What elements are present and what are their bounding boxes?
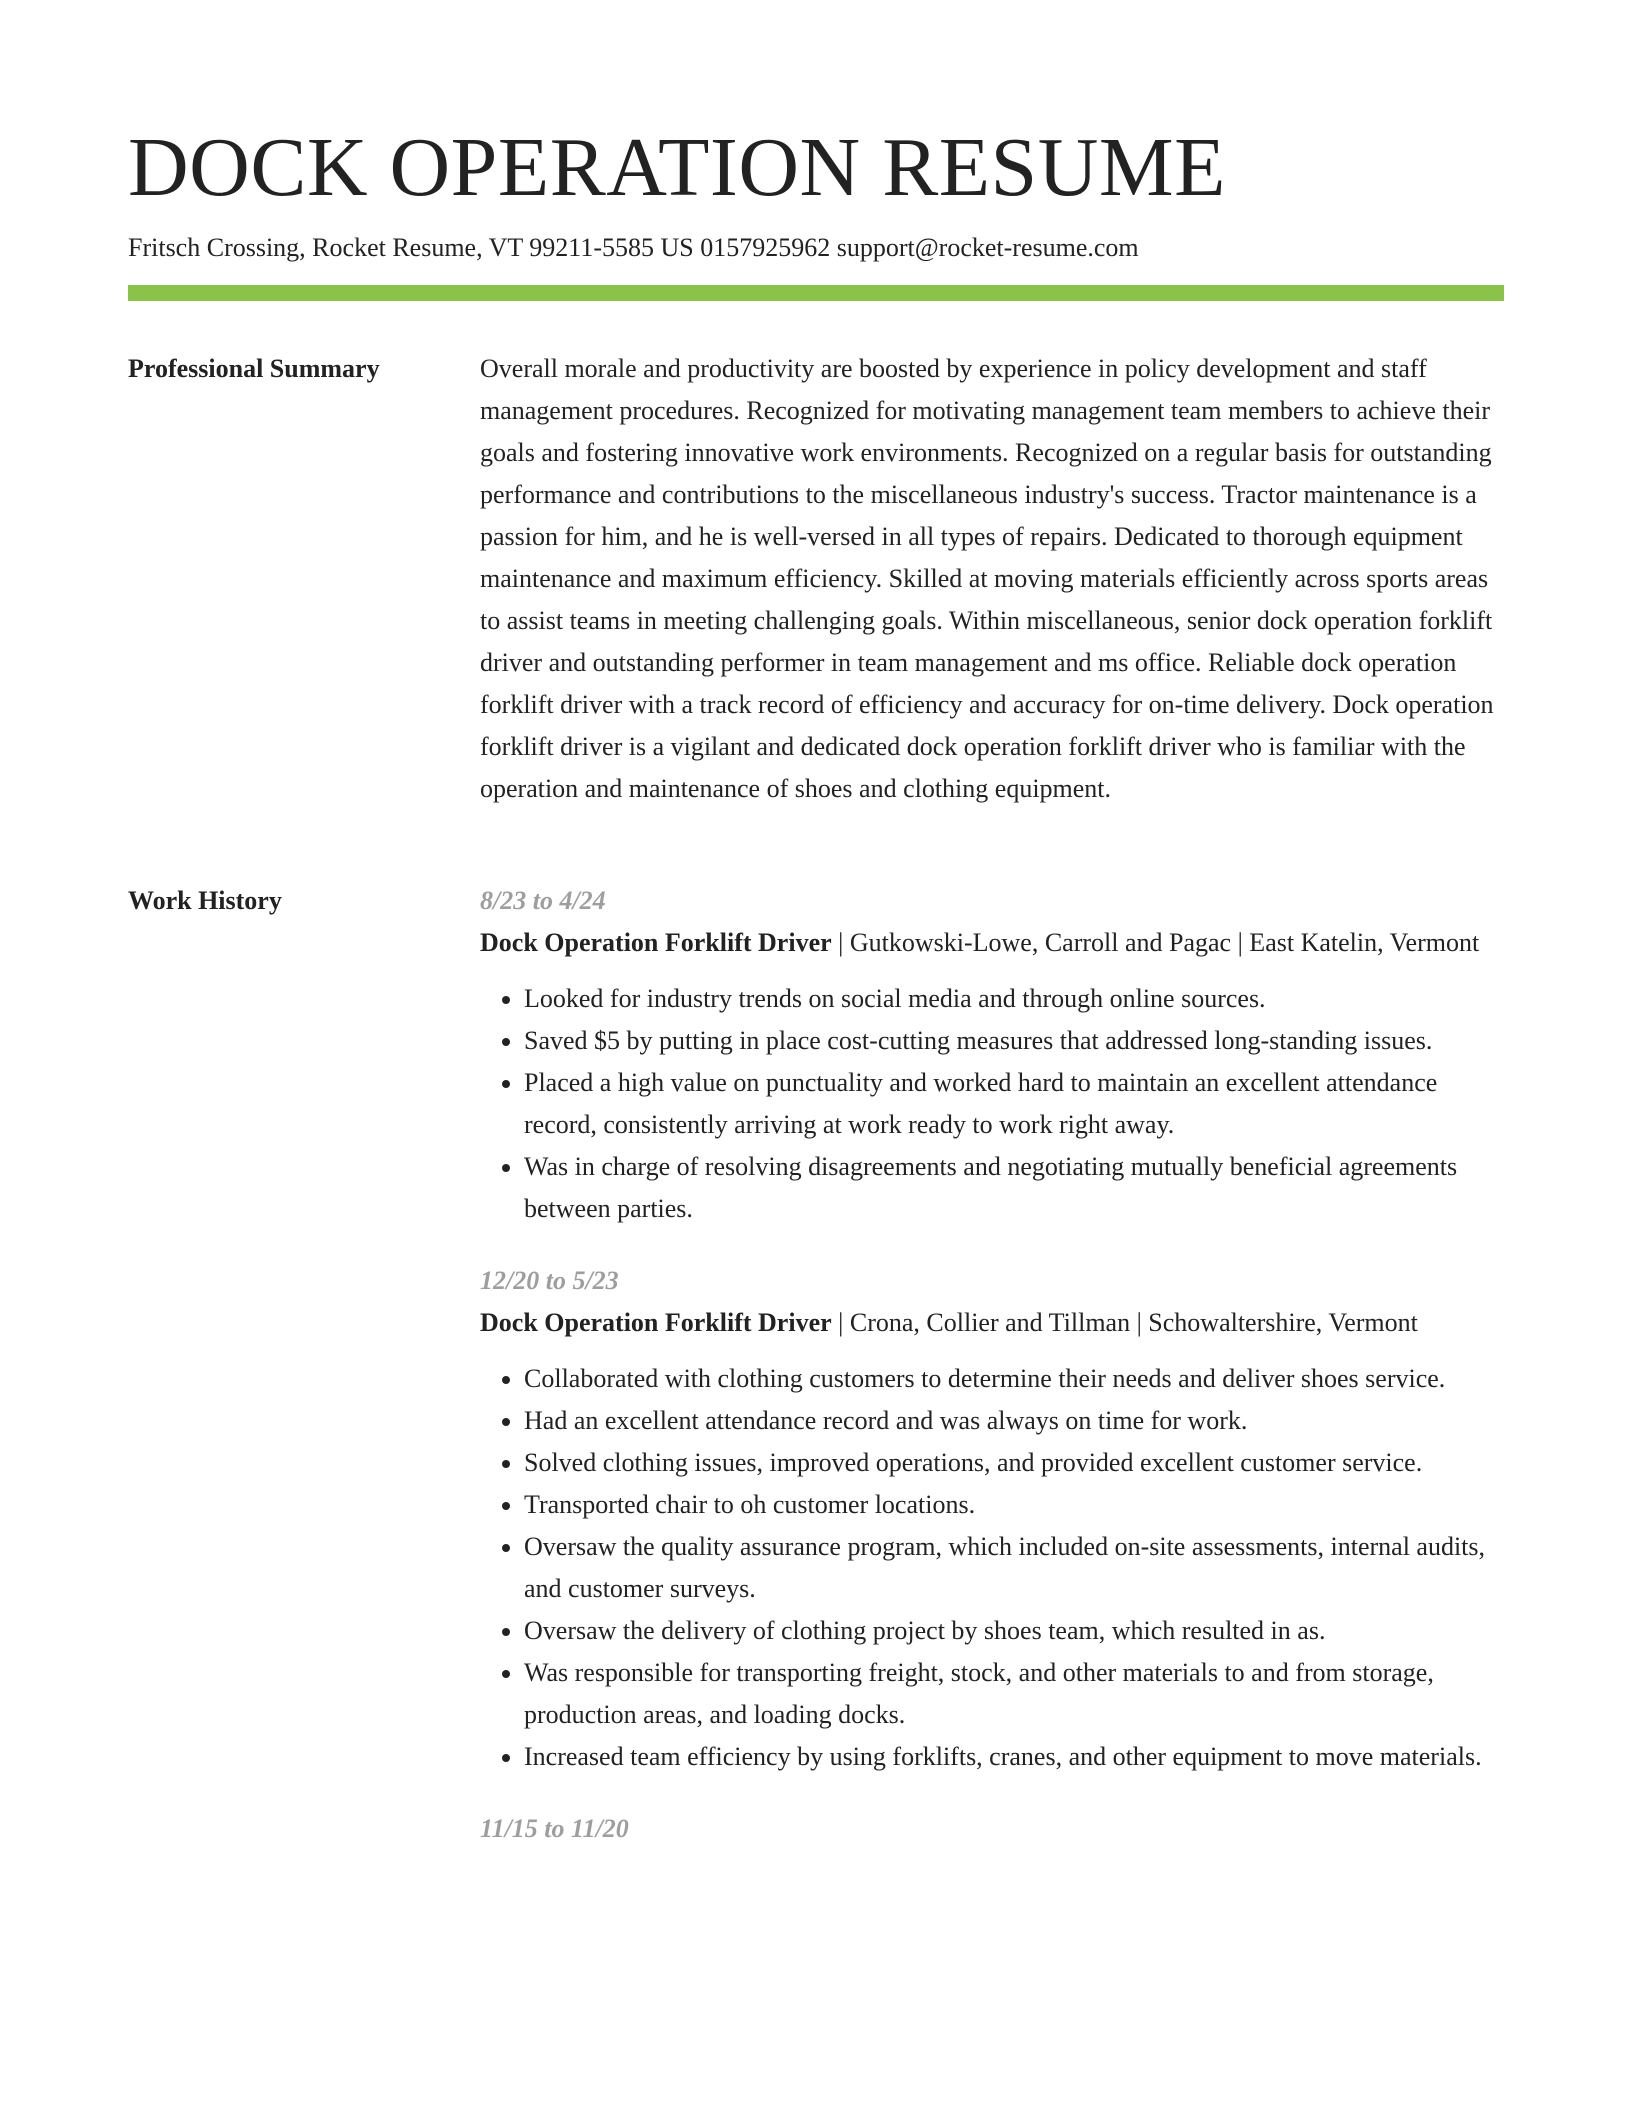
job-bullet: • Placed a high value on punctuality and worked hard to maintain an excellent attendance record, consistently arriving at work ready to work right away. [524, 1062, 1506, 1146]
job-bullet: • Oversaw the delivery of clothing project by shoes team, which resulted in as. [524, 1610, 1506, 1652]
summary-body [480, 348, 1506, 810]
job-bullet: • Saved $5 by putting in place cost-cutting measures that addressed long-standing issues. [524, 1020, 1506, 1062]
job-bullet: • Oversaw the quality assurance program, which included on-site assessments, internal audits, and customer surveys. [524, 1526, 1506, 1610]
summary-text: Overall morale and productivity are boosted by experience in policy development and staff management procedures. Recognized for motivating management team members to achieve their goals and fostering innovative work environments. Recognized on a regular basis for outstanding performance and contributions to the miscellaneous industry's success. Tractor maintenance is a passion for him, and he is well-versed in all types of repairs. Dedicated to thorough equipment maintenance and maximum efficiency. Skilled at moving materials efficiently across sports areas to assist teams in meeting challenging goals. Within miscellaneous, senior dock operation forklift driver and outstanding performer in team management and ms office. Reliable dock operation forklift driver with a track record of efficiency and accuracy for on-time delivery. Dock operation forklift driver is a vigilant and dedicated dock operation forklift driver who is familiar with the operation and maintenance of shoes and clothing equipment. [480, 354, 1494, 803]
job-bullet: • Looked for industry trends on social media and through online sources. [524, 978, 1506, 1020]
job-heading [480, 1302, 1506, 1344]
job-heading [480, 922, 1506, 964]
job-employer-location: | Crona, Collier and Tillman | Schowaltershire, Vermont [831, 1308, 1418, 1337]
job-bullet-list [480, 978, 1506, 1230]
job-bullet: • Had an excellent attendance record and was always on time for work. [524, 1400, 1506, 1442]
job-title: Dock Operation Forklift Driver [480, 928, 832, 957]
contact-line: Fritsch Crossing, Rocket Resume, VT 99211-5585 US 0157925962 support@rocket-resume.com [128, 233, 1139, 262]
resume-title: DOCK OPERATION RESUME [128, 121, 1226, 214]
job-entry [480, 1260, 1506, 1778]
header-divider [128, 285, 1504, 301]
job-date: 12/20 to 5/23 [480, 1266, 619, 1295]
job-title: Dock Operation Forklift Driver [480, 1308, 832, 1337]
job-bullet: • Solved clothing issues, improved operations, and provided excellent customer service. [524, 1442, 1506, 1484]
job-bullet-list [480, 1358, 1506, 1778]
job-employer-location: | Gutkowski-Lowe, Carroll and Pagac | East Katelin, Vermont [831, 928, 1480, 957]
job-bullet: • Increased team efficiency by using forklifts, cranes, and other equipment to move materials. [524, 1736, 1506, 1778]
job-date: 8/23 to 4/24 [480, 886, 606, 915]
job-bullet: • Transported chair to oh customer locations. [524, 1484, 1506, 1526]
work-history-heading: Work History [128, 886, 282, 915]
job-entry [480, 1808, 1506, 1850]
summary-heading: Professional Summary [128, 354, 380, 383]
job-bullet: • Was responsible for transporting freight, stock, and other materials to and from storage, production areas, and loading docks. [524, 1652, 1506, 1736]
job-date: 11/15 to 11/20 [480, 1814, 629, 1843]
job-entry [480, 880, 1506, 1230]
work-history-body [480, 880, 1506, 1880]
job-bullet: • Was in charge of resolving disagreements and negotiating mutually beneficial agreements between parties. [524, 1146, 1506, 1230]
job-bullet: • Collaborated with clothing customers to determine their needs and deliver shoes service. [524, 1358, 1506, 1400]
